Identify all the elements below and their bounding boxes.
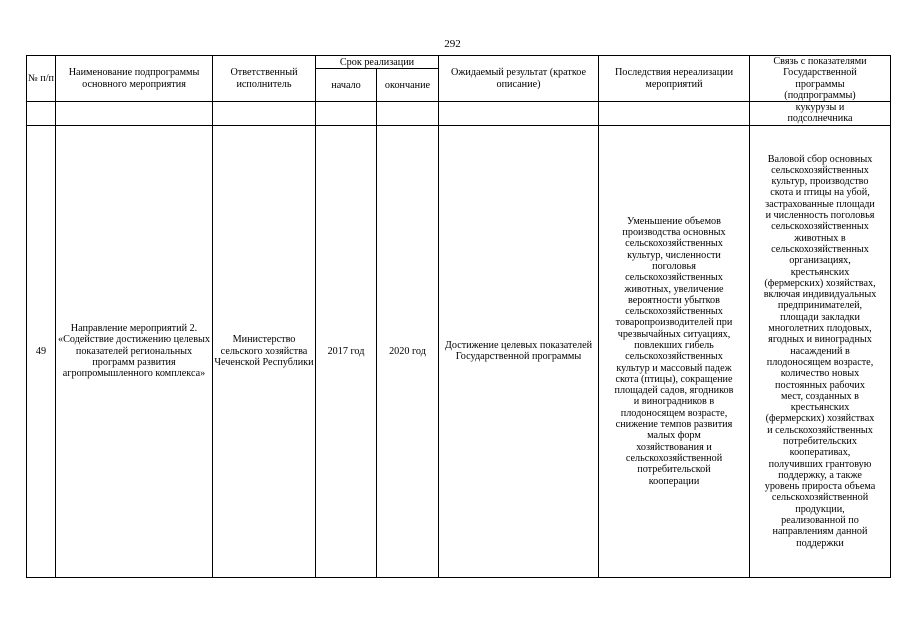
header-consequences: Последствия нереализации мероприятий: [599, 56, 750, 102]
link-line: поддержки: [796, 537, 844, 549]
link-line: и сельскохозяйственных: [767, 424, 873, 436]
row-link: [750, 125, 891, 577]
link-line: скота и птицы на убой,: [770, 187, 870, 199]
link-line: (фермерских) хозяйствах: [765, 413, 875, 425]
link-line: (фермерских) хозяйствах,: [764, 277, 876, 289]
consequence-line: культур, численности: [627, 249, 721, 261]
header-num: № п/п: [27, 56, 56, 102]
consequence-line: вероятности убытков: [628, 294, 720, 306]
link-line: крестьянских: [790, 402, 850, 414]
link-line: реализованной по: [781, 515, 859, 527]
row-executor: Министерство сельского хозяйства Чеченской Республики: [213, 125, 316, 577]
header-period: Срок реализации: [316, 56, 439, 69]
header-name: Наименование подпрограммы основного мероприятия: [56, 56, 213, 102]
consequence-line: площадей садов, ягодников: [614, 385, 734, 397]
link-line: количество новых: [780, 368, 860, 380]
link-line: и численность поголовья: [765, 210, 875, 222]
row-name: Направление мероприятий 2. «Содействие достижению целевых показателей региональных программ развития агропромышленного комплекса»: [56, 125, 213, 577]
header-link-line: Государственной: [783, 67, 857, 79]
link-line: потребительских: [783, 436, 857, 447]
row-result: Достижение целевых показателей Государственной программы: [439, 125, 599, 577]
consequence-line: потребительской: [637, 464, 711, 476]
link-line: включая индивидуальных: [763, 289, 877, 301]
cont-cell: [27, 102, 56, 126]
header-link-line: Связь с показателями: [773, 56, 867, 67]
row-consequences: [599, 125, 750, 577]
link-line: сельскохозяйственных: [771, 221, 869, 233]
link-line: получивших грантовую: [768, 458, 872, 470]
cont-link-cell: [750, 102, 891, 126]
consequence-line: животных, увеличение: [624, 283, 724, 295]
link-line: ягодных и виноградных: [768, 334, 872, 346]
link-line: Валовой сбор основных: [767, 153, 873, 165]
cont-cell: [316, 102, 377, 126]
cont-cell: [56, 102, 213, 126]
consequence-line: сельскохозяйственных: [625, 351, 723, 363]
consequence-line: сельскохозяйственных: [625, 272, 723, 284]
link-line: организациях,: [789, 255, 851, 267]
header-executor: Ответственный исполнитель: [213, 56, 316, 102]
header-link: [750, 56, 891, 102]
cont-link-line: кукурузы и: [795, 102, 845, 114]
link-line: сельскохозяйственной: [771, 492, 869, 504]
consequence-line: скота (птицы), сокращение: [615, 373, 733, 385]
link-line: застрахованные площади: [765, 198, 875, 210]
consequence-line: сельскохозяйственных: [625, 306, 723, 318]
consequence-line: повлекших гибель: [634, 339, 714, 351]
header-link-line: программы: [795, 78, 845, 90]
link-line: животных в: [794, 232, 846, 244]
program-table: [26, 55, 891, 578]
link-line: предпринимателей,: [777, 300, 863, 312]
header-link-line: (подпрограммы): [784, 89, 856, 101]
link-line: культур, производство: [771, 176, 869, 188]
link-line: мест, созданных в: [781, 390, 859, 402]
cont-link-line: подсолнечника: [787, 113, 853, 125]
header-result: Ожидаемый результат (краткое описание): [439, 56, 599, 102]
link-line: плодоносящем возрасте,: [766, 356, 874, 368]
link-line: площади закладки: [780, 311, 860, 323]
consequence-line: товаропроизводителей при: [615, 317, 733, 329]
header-row-top: [27, 56, 891, 69]
header-end: окончание: [377, 69, 439, 102]
row-num: 49: [27, 125, 56, 577]
consequence-line: чрезвычайных ситуациях,: [617, 328, 731, 340]
link-line: поддержку, а также: [778, 469, 862, 481]
cont-cell: [377, 102, 439, 126]
row-start: 2017 год: [316, 125, 377, 577]
cont-cell: [599, 102, 750, 126]
consequence-line: плодоносящем возрасте,: [620, 407, 728, 419]
link-line: насаждений в: [790, 345, 850, 357]
continuation-row: [27, 102, 891, 126]
link-line: сельскохозяйственных: [771, 243, 869, 255]
link-line: кооперативах,: [789, 447, 851, 459]
link-line: направлениям данной: [772, 526, 868, 538]
link-line: сельскохозяйственных: [771, 164, 869, 176]
consequence-line: культур и массовый падеж: [616, 362, 732, 374]
consequence-line: кооперации: [648, 475, 700, 487]
page-number: 292: [444, 38, 461, 50]
link-line: продукции,: [795, 503, 845, 515]
consequence-line: сельскохозяйственных: [625, 238, 723, 250]
consequence-line: снижение темпов развития: [615, 419, 733, 431]
cont-cell: [213, 102, 316, 126]
link-line: уровень прироста объема: [764, 481, 876, 493]
table-row: [27, 125, 891, 577]
consequence-line: хозяйствования и: [636, 441, 712, 453]
link-line: постоянных рабочих: [775, 379, 865, 391]
link-line: многолетних плодовых,: [768, 323, 872, 335]
consequence-line: и виноградников в: [633, 396, 715, 408]
consequence-line: малых форм: [647, 430, 701, 442]
consequence-line: сельскохозяйственной: [625, 452, 723, 464]
consequence-line: производства основных: [622, 227, 726, 239]
link-line: крестьянских: [790, 266, 850, 278]
header-start: начало: [316, 69, 377, 102]
consequence-line: Уменьшение объемов: [627, 215, 721, 227]
cont-cell: [439, 102, 599, 126]
row-end: 2020 год: [377, 125, 439, 577]
consequence-line: поголовья: [652, 260, 696, 272]
